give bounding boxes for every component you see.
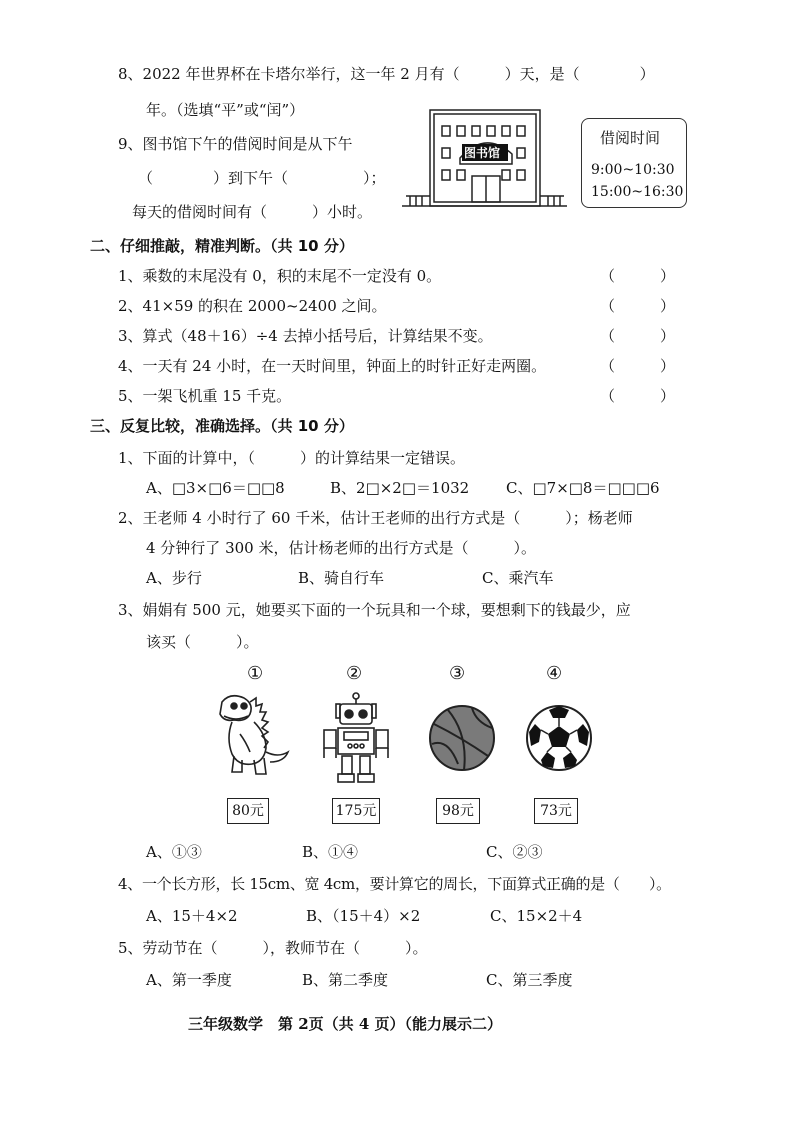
q3-option-b[interactable]: B、①④ [302, 843, 359, 861]
question-8-line1: 8、2022 年世界杯在卡塔尔举行，这一年 2 月有（ ）天，是（ ） [118, 65, 655, 83]
item-number-4: ④ [546, 663, 563, 684]
judge-item-2: 2、41×59 的积在 2000~2400 之间。 [118, 297, 387, 315]
section-2-heading: 二、仔细推敲，精准判断。（共 10 分） [90, 237, 354, 255]
item-number-1: ① [247, 663, 264, 684]
judge-item-1-answer[interactable]: （ ） [600, 267, 676, 285]
question-9-line1: 9、图书馆下午的借阅时间是从下午 [118, 135, 353, 153]
choice-question-5: 5、劳动节在（ ），教师节在（ ）。 [118, 939, 428, 957]
q2-option-a[interactable]: A、步行 [146, 569, 202, 587]
question-9-line2: （ ）到下午（ ）； [138, 169, 386, 187]
question-8-line2: 年。（选填“平”或“闰”） [146, 101, 305, 119]
q4-option-a[interactable]: A、15＋4×2 [146, 907, 238, 925]
q5-option-c[interactable]: C、第三季度 [486, 971, 573, 989]
judge-item-4: 4、一天有 24 小时，在一天时间里，钟面上的时针正好走两圈。 [118, 357, 547, 375]
q5-option-a[interactable]: A、第一季度 [146, 971, 232, 989]
q3-option-a[interactable]: A、①③ [146, 843, 202, 861]
q5-option-b[interactable]: B、第二季度 [302, 971, 389, 989]
choice-question-1: 1、下面的计算中，（ ）的计算结果一定错误。 [118, 449, 466, 467]
choice-question-2-line2: 4 分钟行了 300 米，估计杨老师的出行方式是（ ）。 [146, 539, 536, 557]
page-footer: 三年级数学 第 2页（共 4 页）（能力展示二） [188, 1015, 503, 1033]
library-label: 图书馆 [464, 146, 501, 160]
soccer-ball-icon [525, 704, 593, 772]
q3-option-c[interactable]: C、②③ [486, 843, 543, 861]
judge-item-5-answer[interactable]: （ ） [600, 387, 676, 405]
robot-toy-icon [318, 692, 394, 786]
item-number-3: ③ [449, 663, 466, 684]
q2-option-b[interactable]: B、骑自行车 [298, 569, 385, 587]
q1-option-a[interactable]: A、□3×□6＝□□8 [146, 479, 285, 497]
sign-title: 借阅时间 [600, 129, 661, 147]
question-9-line3: 每天的借阅时间有（ ）小时。 [132, 203, 373, 221]
q2-option-c[interactable]: C、乘汽车 [482, 569, 554, 587]
sign-time-afternoon: 15:00~16:30 [591, 184, 684, 200]
choice-question-3-line2: 该买（ ）。 [146, 633, 259, 651]
q4-option-b[interactable]: B、（15＋4）×2 [306, 907, 421, 925]
q4-option-c[interactable]: C、15×2＋4 [490, 907, 583, 925]
judge-item-4-answer[interactable]: （ ） [600, 357, 676, 375]
price-tag-4: 73元 [534, 798, 578, 824]
judge-item-2-answer[interactable]: （ ） [600, 297, 676, 315]
price-tag-3: 98元 [436, 798, 480, 824]
sign-time-morning: 9:00~10:30 [591, 162, 675, 178]
dinosaur-toy-icon [210, 692, 292, 784]
judge-item-3-answer[interactable]: （ ） [600, 327, 676, 345]
q1-option-b[interactable]: B、2□×2□＝1032 [330, 479, 470, 497]
price-tag-2: 175元 [332, 798, 380, 824]
judge-item-1: 1、乘数的末尾没有 0，积的末尾不一定没有 0。 [118, 267, 442, 285]
judge-item-3: 3、算式（48＋16）÷4 去掉小括号后，计算结果不变。 [118, 327, 493, 345]
judge-item-5: 5、一架飞机重 15 千克。 [118, 387, 292, 405]
choice-question-4: 4、一个长方形，长 15cm、宽 4cm，要计算它的周长，下面算式正确的是（ ）。 [118, 875, 671, 893]
section-3-heading: 三、反复比较，准确选择。（共 10 分） [90, 417, 354, 435]
choice-question-2-line1: 2、王老师 4 小时行了 60 千米，估计王老师的出行方式是（ ）；杨老师 [118, 509, 633, 527]
q1-option-c[interactable]: C、□7×□8＝□□□6 [506, 479, 660, 497]
price-tag-1: 80元 [227, 798, 269, 824]
choice-question-3-line1: 3、娟娟有 500 元，她要买下面的一个玩具和一个球，要想剩下的钱最少，应 [118, 601, 631, 619]
item-number-2: ② [346, 663, 363, 684]
basketball-icon [428, 704, 496, 772]
